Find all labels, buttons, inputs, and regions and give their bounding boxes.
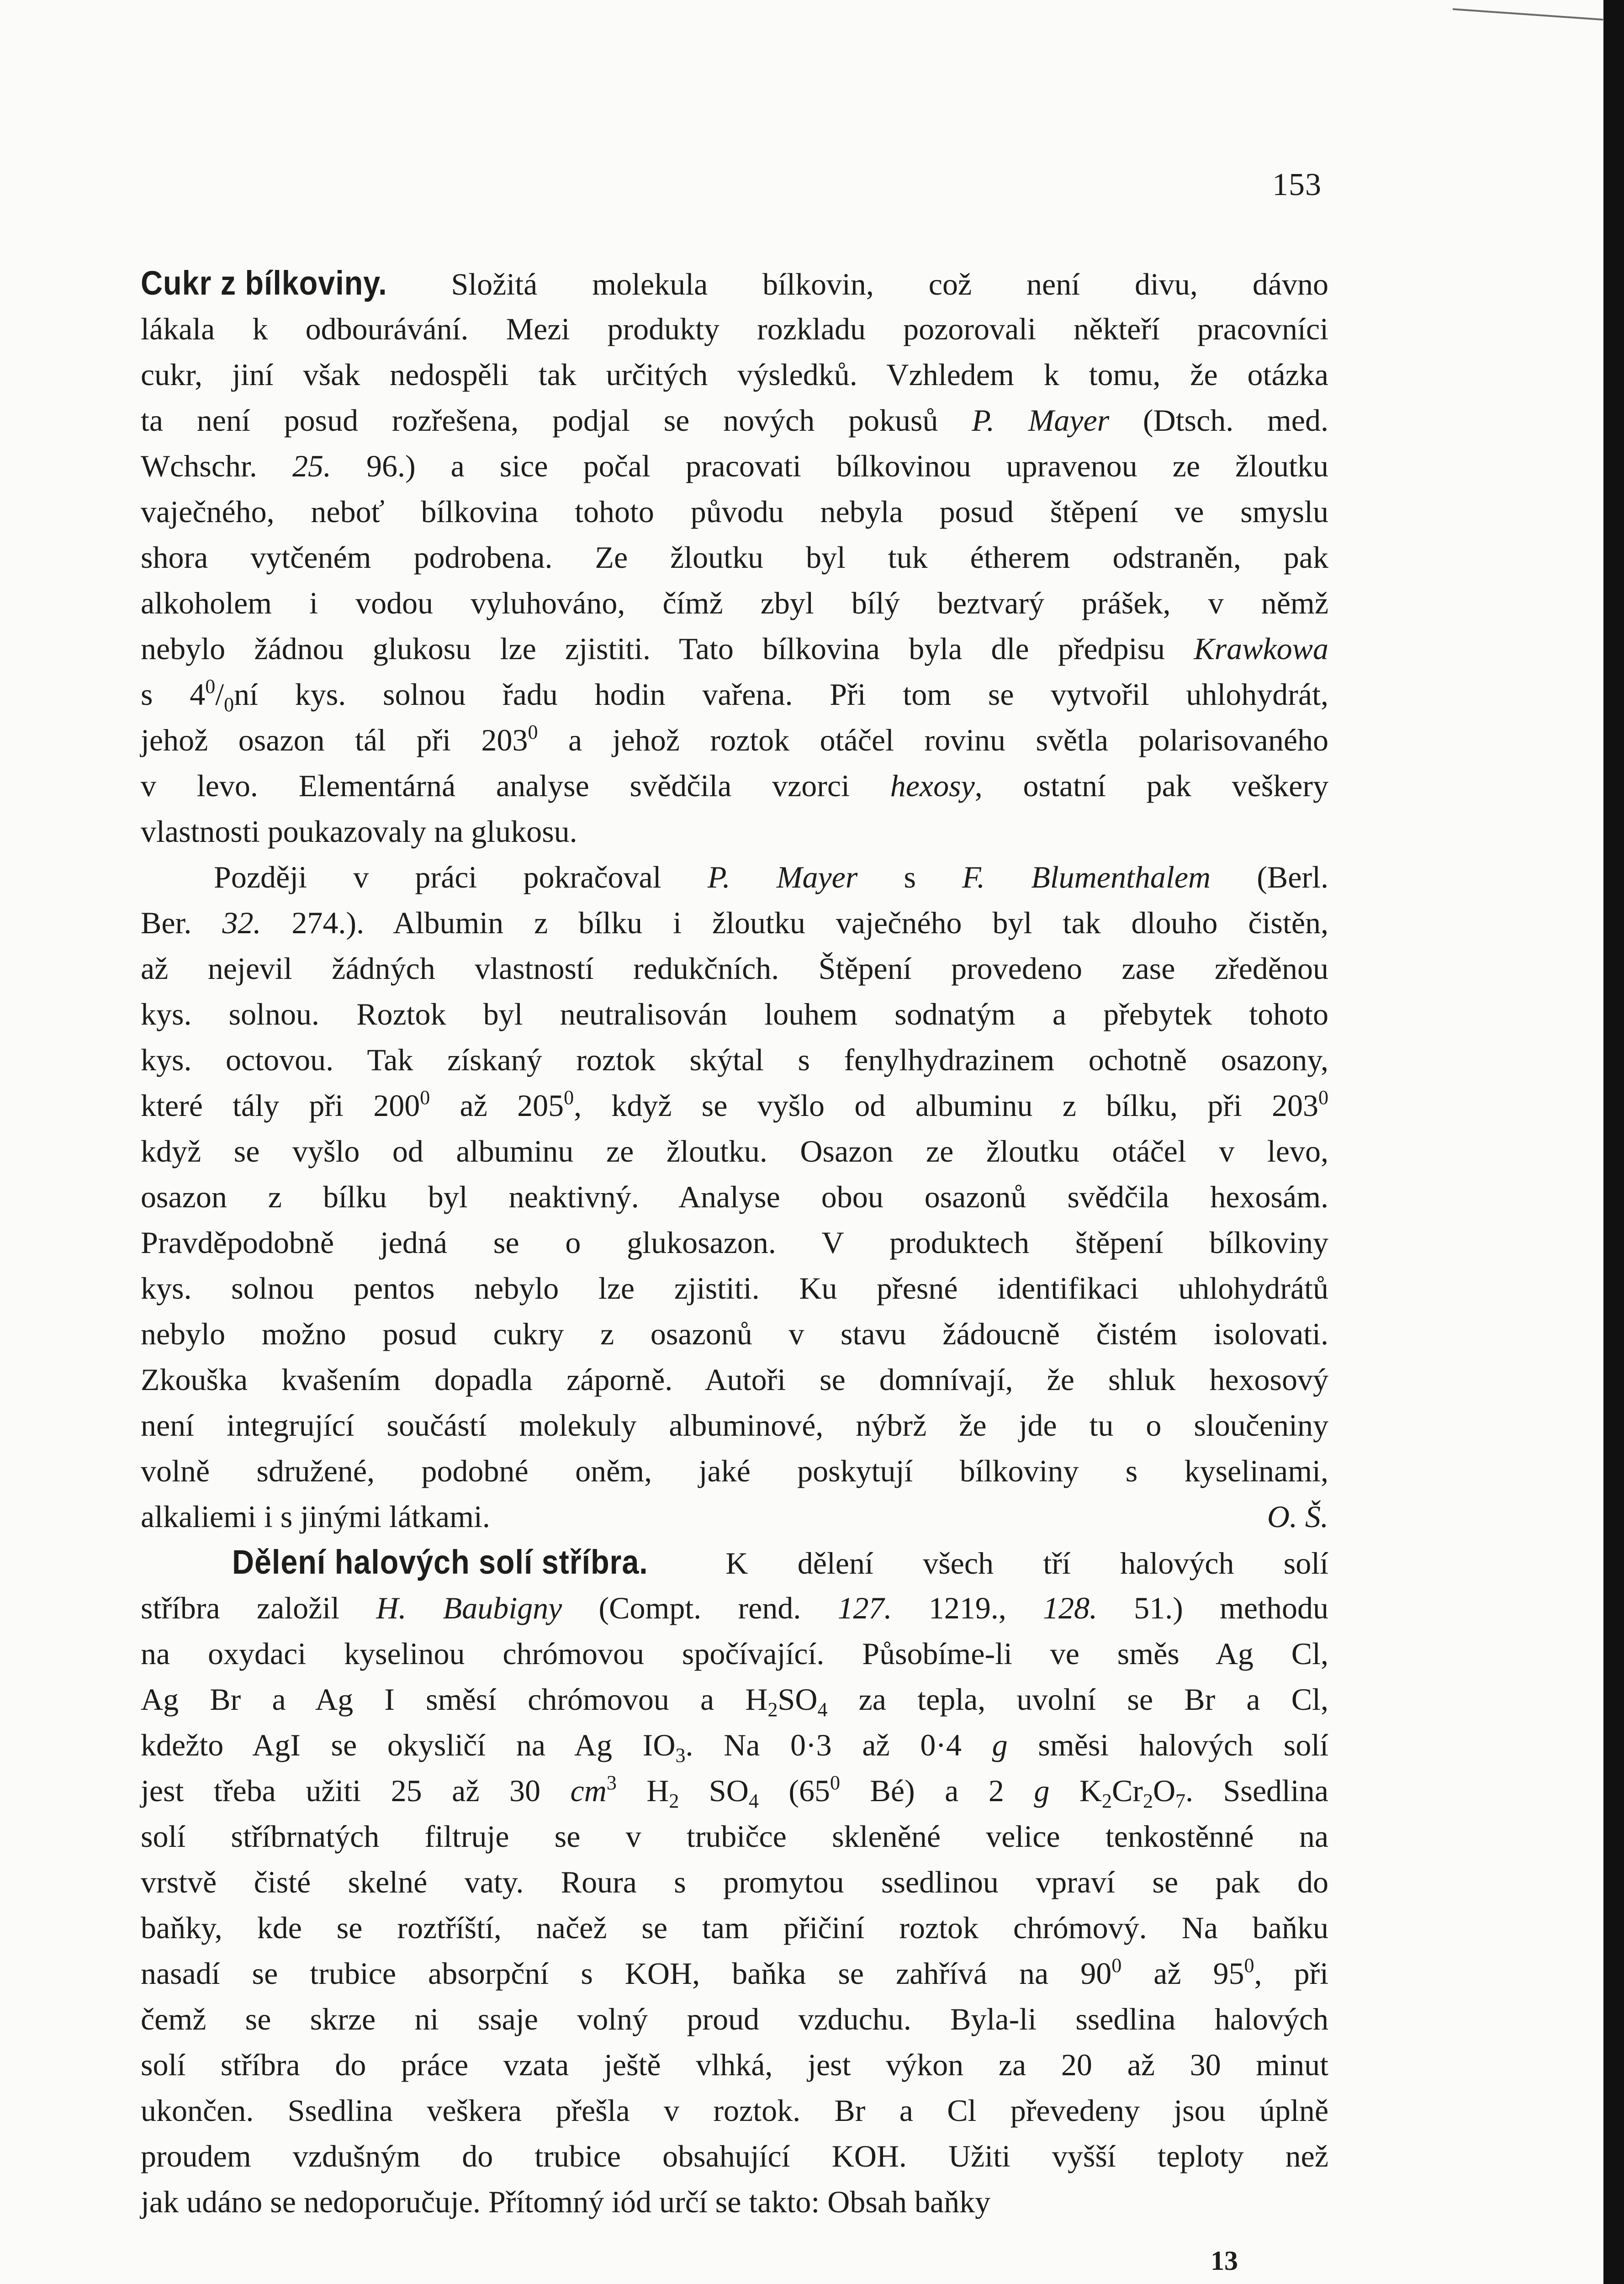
text-run: alkaliemi i s jinými látkami. xyxy=(141,1499,490,1534)
superscript: 0 xyxy=(205,675,216,698)
text-line xyxy=(141,854,1328,900)
subscript: 4 xyxy=(748,1790,759,1812)
text-line xyxy=(141,946,1328,991)
text-line xyxy=(141,1311,1328,1357)
text-line xyxy=(141,1265,1328,1311)
text-run: Pravděpodobně jedná se o glukosazon. V produktech štěpení bílkoviny xyxy=(141,1225,1328,1260)
text-line xyxy=(141,306,1328,352)
text-run: K dělení všech tří halových solí xyxy=(676,1546,1328,1581)
text-run: s 4 xyxy=(141,677,206,712)
subscript: 2 xyxy=(767,1698,778,1721)
text-run: , při xyxy=(1254,1956,1328,1991)
text-line xyxy=(141,1402,1328,1448)
text-run: lákala k odbourávání. Mezi produkty rozkladu pozorovali někteří pracovníci xyxy=(141,312,1328,346)
text-run: kdežto AgI se okysličí na Ag IO xyxy=(141,1728,676,1762)
italic-run: P. Mayer xyxy=(707,860,858,894)
signature-number: 13 xyxy=(1211,2246,1238,2276)
text-line xyxy=(141,1220,1328,1265)
superscript: 0 xyxy=(830,1771,840,1794)
text-run: / xyxy=(215,677,224,712)
text-run: 96.) a sice počal pracovati bílkovinou upravenou ze žloutku xyxy=(331,449,1328,483)
text-run: (Berl. xyxy=(1211,860,1328,894)
text-line xyxy=(141,1722,1328,1768)
text-run: vaječného, neboť bílkovina tohoto původu nebyla posud štěpení ve smyslu xyxy=(141,494,1328,529)
text-line xyxy=(141,2179,1328,2225)
text-run: ta není posud rozřešena, podjal se nových pokusů xyxy=(141,403,972,438)
subscript: 7 xyxy=(1175,1790,1186,1812)
text-line xyxy=(141,1539,1328,1585)
text-run: Složitá molekula bílkovin, což není divu, dávno xyxy=(396,267,1328,301)
subscript: 3 xyxy=(675,1744,686,1766)
text-run: jehož osazon tál při 203 xyxy=(141,723,528,757)
text-line xyxy=(141,626,1328,671)
text-run: solí stříbrnatých filtruje se v trubičce skleněné velice tenkostěnné na xyxy=(141,1819,1328,1854)
text-line xyxy=(141,352,1328,397)
text-line xyxy=(141,1174,1328,1220)
text-line xyxy=(141,763,1328,809)
text-run: nasadí se trubice absorpční s KOH, baňka se zahřívá na 90 xyxy=(141,1956,1112,1991)
text-run: vrstvě čisté skelné vaty. Roura s promytou ssedlinou vpraví se pak do xyxy=(141,1865,1328,1899)
text-run: SO xyxy=(679,1773,749,1808)
text-run: Cr xyxy=(1111,1773,1143,1808)
text-line xyxy=(141,2042,1328,2088)
italic-run: 32. xyxy=(222,905,261,940)
page-number: 153 xyxy=(1272,167,1322,202)
italic-run: H. Baubigny xyxy=(376,1591,562,1625)
text-run: kys. octovou. Tak získaný roztok skýtal s fenylhydrazinem ochotně osazony, xyxy=(141,1042,1328,1077)
text-line xyxy=(141,397,1328,443)
text-run: Bé) a 2 xyxy=(840,1773,1034,1808)
text-line xyxy=(141,1951,1328,1996)
text-run: není integrující součástí molekuly albuminové, nýbrž že jde tu o sloučeniny xyxy=(141,1408,1328,1443)
text-run: (Dtsch. med. xyxy=(1109,403,1328,438)
text-run: na oxydaci kyselinou chrómovou spočívající. Působíme-li ve směs Ag Cl, xyxy=(141,1636,1328,1671)
text-run: čemž se skrze ni ssaje volný proud vzduchu. Byla-li ssedlina halových xyxy=(141,2002,1328,2036)
subscript: 2 xyxy=(1143,1790,1153,1812)
author-initials: O. Š. xyxy=(1267,1499,1328,1534)
body-text xyxy=(141,260,1328,2225)
text-line xyxy=(141,1494,1328,1539)
text-line xyxy=(141,489,1328,534)
text-run: baňky, kde se roztříští, načež se tam přičiní roztok chrómový. Na baňku xyxy=(141,1910,1328,1945)
italic-run: P. Mayer xyxy=(972,403,1110,438)
text-line xyxy=(141,1676,1328,1722)
text-run: . Na 0·3 až 0·4 xyxy=(685,1728,992,1762)
text-line xyxy=(141,1448,1328,1494)
italic-run: 128. xyxy=(1042,1591,1097,1625)
text-line xyxy=(141,1768,1328,1813)
text-line xyxy=(141,1083,1328,1128)
section-heading: Cukr z bílkoviny. xyxy=(141,264,387,302)
superscript: 0 xyxy=(420,1086,430,1109)
text-run: jest třeba užiti 25 až 30 xyxy=(141,1773,571,1808)
text-run: Ber. xyxy=(141,905,222,940)
text-run: ní kys. solnou řadu hodin vařena. Při tom se vytvořil uhlohydrát, xyxy=(234,677,1328,712)
text-run: cukr, jiní však nedospěli tak určitých výsledků. Vzhledem k tomu, že otázka xyxy=(141,357,1328,392)
text-run: . Ssedlina xyxy=(1185,1773,1328,1808)
text-run: když se vyšlo od albuminu ze žloutku. Osazon ze žloutku otáčel v levo, xyxy=(141,1134,1328,1168)
italic-run: hexosy xyxy=(890,768,975,803)
text-line xyxy=(141,1905,1328,1951)
section-heading: Dělení halových solí stříbra. xyxy=(232,1543,648,1581)
text-run: vlastnosti poukazovaly na glukosu. xyxy=(141,814,577,849)
text-run: shora vytčeném podrobena. Ze žloutku byl tuk étherem odstraněn, pak xyxy=(141,540,1328,575)
text-run: Zkouška kvašením dopadla záporně. Autoři se domnívají, že shluk hexosový xyxy=(141,1362,1328,1397)
text-line xyxy=(141,1859,1328,1905)
text-line xyxy=(141,717,1328,763)
text-run: 274.). Albumin z bílku i žloutku vaječného byl tak dlouho čistěn, xyxy=(261,905,1329,940)
text-run: nebylo možno posud cukry z osazonů v stavu žádoucně čistém isolovati. xyxy=(141,1316,1328,1351)
scan-edge-line xyxy=(1453,8,1603,21)
text-line xyxy=(141,900,1328,946)
text-line xyxy=(141,1128,1328,1174)
italic-run: F. Blumenthalem xyxy=(962,860,1211,894)
text-run: proudem vzdušným do trubice obsahující KOH. Užiti vyšší teploty než xyxy=(141,2139,1328,2173)
text-run: Později v práci pokračoval xyxy=(214,860,708,894)
text-line xyxy=(141,443,1328,489)
italic-run: g xyxy=(1034,1773,1050,1808)
text-run: kys. solnou. Roztok byl neutralisován louhem sodnatým a přebytek tohoto xyxy=(141,997,1328,1031)
text-line xyxy=(141,534,1328,580)
text-run: nebylo žádnou glukosu lze zjistiti. Tato bílkovina byla dle předpisu xyxy=(141,631,1194,666)
text-line xyxy=(141,671,1328,717)
text-run: až 95 xyxy=(1121,1956,1244,1991)
text-run: jak udáno se nedoporučuje. Přítomný iód určí se takto: Obsah baňky xyxy=(141,2184,991,2219)
italic-run: 25. xyxy=(292,449,331,483)
superscript: 0 xyxy=(1318,1086,1328,1109)
text-run: až nejevil žádných vlastností redukčních. Štěpení provedeno zase zředěnou xyxy=(141,951,1328,986)
italic-run: Krawkowa xyxy=(1194,631,1328,666)
text-run: s xyxy=(857,860,963,894)
italic-run: g xyxy=(992,1728,1008,1762)
text-run: které tály při 200 xyxy=(141,1088,420,1123)
text-line xyxy=(141,1813,1328,1859)
subscript: 2 xyxy=(669,1790,679,1812)
superscript: 0 xyxy=(1244,1954,1254,1977)
text-run: a jehož roztok otáčel rovinu světla polarisovaného xyxy=(538,723,1328,757)
text-run: SO xyxy=(778,1682,818,1717)
text-line xyxy=(141,2088,1328,2133)
text-run: Wchschr. xyxy=(141,449,292,483)
text-run: O xyxy=(1153,1773,1176,1808)
text-run: (Compt. rend. xyxy=(562,1591,838,1625)
text-run: v levo. Elementárná analyse svědčila vzorci xyxy=(141,768,890,803)
text-run: Ag Br a Ag I směsí chrómovou a H xyxy=(141,1682,768,1717)
superscript: 0 xyxy=(1111,1954,1122,1977)
text-run: alkoholem i vodou vyluhováno, čímž zbyl bílý beztvarý prášek, v němž xyxy=(141,586,1328,620)
subscript: 2 xyxy=(1101,1790,1112,1812)
text-run: stříbra založil xyxy=(141,1591,376,1625)
text-run: směsi halových solí xyxy=(1007,1728,1328,1762)
text-run: K xyxy=(1049,1773,1102,1808)
text-line xyxy=(141,1037,1328,1083)
text-line xyxy=(141,260,1328,306)
text-run: ukončen. Ssedlina veškera přešla v roztok. Br a Cl převedeny jsou úplně xyxy=(141,2093,1328,2128)
text-line xyxy=(141,1585,1328,1631)
text-line xyxy=(141,1996,1328,2042)
text-line xyxy=(141,580,1328,626)
text-run: 51.) methodu xyxy=(1097,1591,1328,1625)
text-line xyxy=(141,2133,1328,2179)
text-run: H xyxy=(616,1773,669,1808)
italic-run: 127. xyxy=(837,1591,892,1625)
italic-run: cm xyxy=(570,1773,607,1808)
text-run: až 205 xyxy=(430,1088,564,1123)
text-run: za tepla, uvolní se Br a Cl, xyxy=(827,1682,1328,1717)
text-line xyxy=(141,1357,1328,1402)
text-run: kys. solnou pentos nebylo lze zjistiti. Ku přesné identifikaci uhlohydrátů xyxy=(141,1271,1328,1306)
text-run: 1219., xyxy=(892,1591,1043,1625)
superscript: 0 xyxy=(528,721,538,743)
text-run: , ostatní pak veškery xyxy=(974,768,1328,803)
superscript: 3 xyxy=(606,1771,617,1794)
subscript: 0 xyxy=(224,693,234,716)
text-run: solí stříbra do práce vzata ještě vlhká, jest výkon za 20 až 30 minut xyxy=(141,2047,1328,2082)
subscript: 4 xyxy=(817,1698,828,1721)
text-run: osazon z bílku byl neaktivný. Analyse obou osazonů svědčila hexosám. xyxy=(141,1179,1328,1214)
text-line xyxy=(141,991,1328,1037)
text-run: , když se vyšlo od albuminu z bílku, při 203 xyxy=(574,1088,1318,1123)
superscript: 0 xyxy=(564,1086,574,1109)
text-run: volně sdružené, podobné oněm, jaké poskytují bílkoviny s kyselinami, xyxy=(141,1454,1328,1488)
text-line xyxy=(141,809,1328,854)
text-line xyxy=(141,1631,1328,1676)
text-run: (65 xyxy=(758,1773,830,1808)
